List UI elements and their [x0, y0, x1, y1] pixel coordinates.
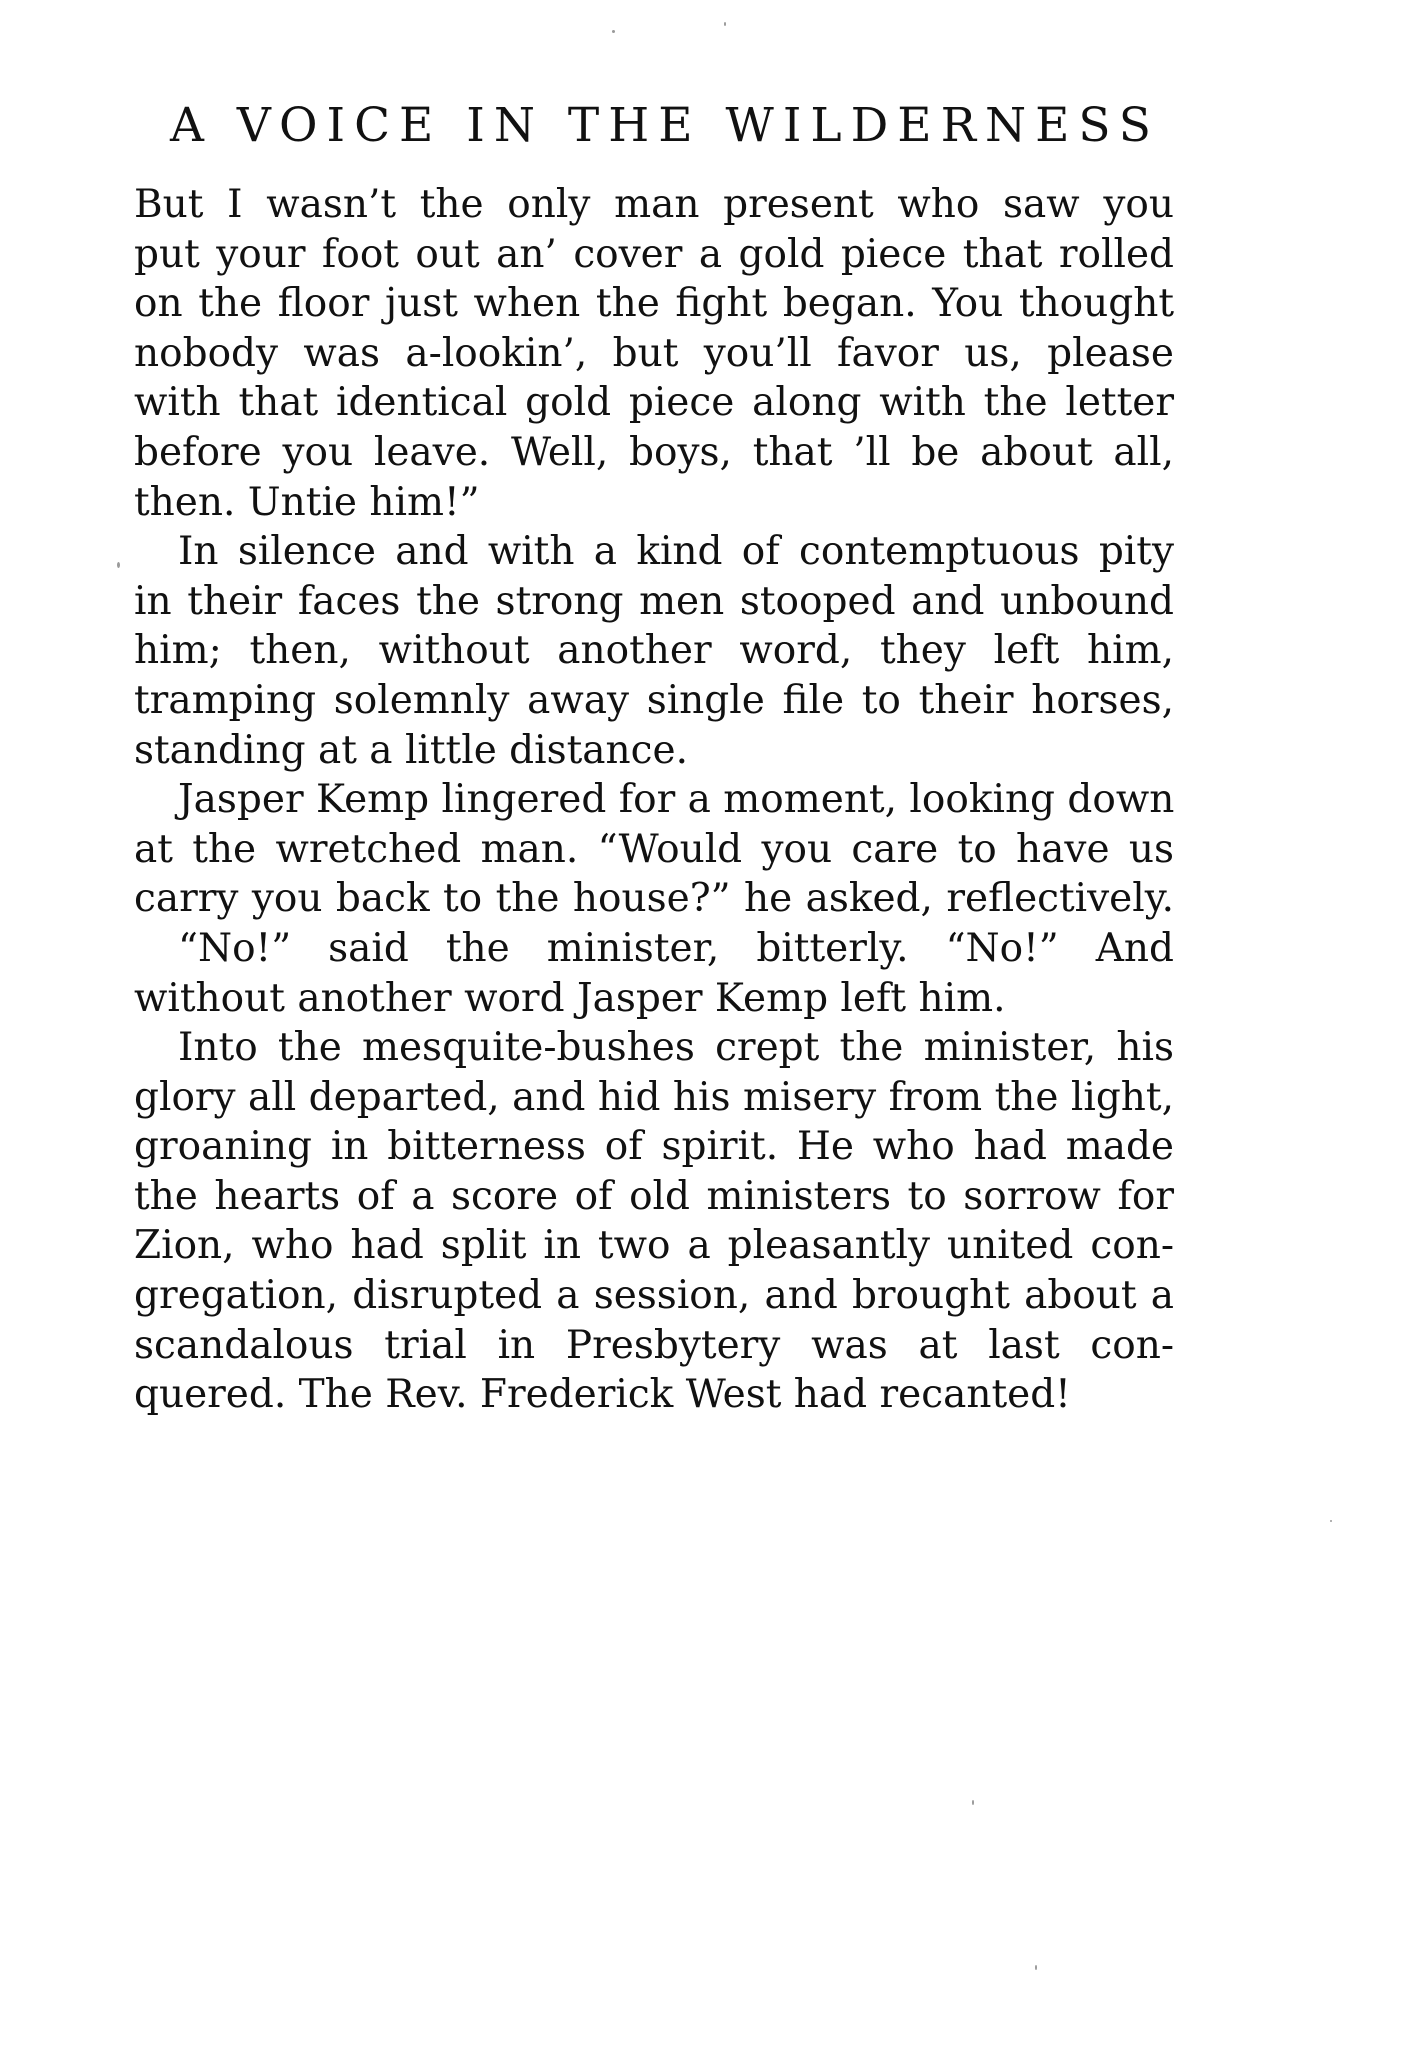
scan-speck [117, 562, 120, 568]
text-line: In silence and with a kind of contemptuous pity [178, 529, 1174, 575]
text-line: groaning in bitterness of spirit. He who had made [134, 1124, 1174, 1170]
text-line: quered. The Rev. Frederick West had recanted! [134, 1372, 1071, 1418]
text-line: before you leave. Well, boys, that ’ll be about all, [134, 429, 1174, 475]
text-line: scandalous trial in Presbytery was at last con- [134, 1322, 1174, 1368]
text-line: Zion, who had split in two a pleasantly united con- [134, 1223, 1174, 1269]
text-line: Into the mesquite-bushes crept the minister, his [178, 1025, 1174, 1071]
scan-speck [1330, 1520, 1332, 1522]
text-line: But I wasn’t the only man present who saw you [134, 182, 1174, 227]
text-line: then. Untie him!” [134, 479, 480, 525]
text-line: put your foot out an’ cover a gold piece that rolled [134, 231, 1174, 277]
text-line: with that identical gold piece along with the letter [134, 380, 1174, 426]
text-line: carry you back to the house?” he asked, reflectively. [134, 876, 1174, 922]
text-line: him; then, without another word, they left him, [134, 628, 1174, 674]
text-line: Jasper Kemp lingered for a moment, looking down [178, 777, 1175, 823]
text-line: on the floor just when the fight began. You thought [134, 281, 1174, 327]
text-line: at the wretched man. “Would you care to have us [134, 826, 1174, 872]
text-line: glory all departed, and hid his misery from the light, [134, 1074, 1174, 1120]
text-line: in their faces the strong men stooped and unbound [134, 578, 1174, 624]
running-head: A VOICE IN THE WILDERNESS [170, 98, 1160, 153]
scan-speck [1035, 1965, 1037, 1970]
scan-speck [972, 1800, 974, 1805]
text-line: nobody was a-lookin’, but you’ll favor us, please [134, 330, 1174, 376]
text-line: “No!” said the minister, bitterly. “No!” And [178, 925, 1174, 971]
scan-speck [612, 30, 615, 33]
text-line: the hearts of a score of old ministers to sorrow for [134, 1173, 1174, 1219]
body-text [134, 180, 1174, 1420]
text-line: tramping solemnly away single file to their horses, [134, 677, 1174, 723]
text-line: standing at a little distance. [134, 727, 688, 773]
text-line: without another word Jasper Kemp left him. [134, 975, 1006, 1021]
text-line: gregation, disrupted a session, and brought about a [134, 1273, 1174, 1319]
scan-speck [724, 22, 726, 26]
